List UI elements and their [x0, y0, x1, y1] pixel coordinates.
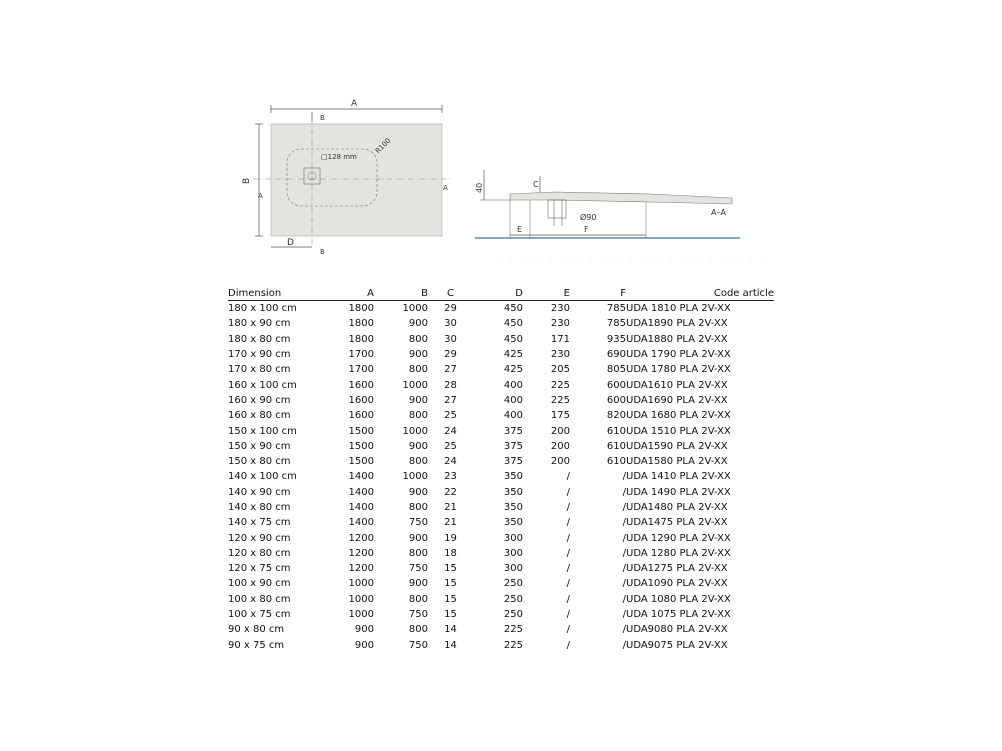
table-row — [228, 530, 774, 545]
cell-b: 1000 — [402, 425, 428, 437]
cell-f: / — [622, 624, 626, 636]
cell-a: 1700 — [348, 364, 374, 376]
cell-dimension: 170 x 80 cm — [228, 364, 291, 376]
cell-d: 350 — [503, 517, 523, 529]
cell-d: 225 — [503, 639, 523, 651]
cell-d: 375 — [503, 425, 523, 437]
cell-code-article: UDA1610 PLA 2V-XX — [626, 379, 728, 391]
cell-dimension: 170 x 90 cm — [228, 349, 291, 361]
tray-profile — [510, 192, 732, 204]
cell-c: 28 — [444, 379, 457, 391]
cell-d: 450 — [503, 303, 523, 315]
cell-code-article: UDA 1280 PLA 2V-XX — [626, 547, 731, 559]
header-f: F — [570, 287, 626, 301]
cell-d: 425 — [503, 349, 523, 361]
cell-e: / — [566, 593, 570, 605]
table-row — [228, 408, 774, 423]
cell-f: 820 — [606, 410, 626, 422]
cell-e: / — [566, 471, 570, 483]
cell-e: / — [566, 517, 570, 529]
cell-b: 800 — [408, 333, 428, 345]
table-row — [228, 561, 774, 576]
cell-a: 900 — [354, 639, 374, 651]
cell-code-article: UDA1880 PLA 2V-XX — [626, 333, 728, 345]
cell-c: 15 — [444, 578, 457, 590]
table-row — [228, 576, 774, 591]
table-header-row — [228, 287, 774, 301]
cell-f: 610 — [606, 440, 626, 452]
cell-c: 27 — [444, 394, 457, 406]
cell-a: 1400 — [348, 486, 374, 498]
cell-e: 200 — [550, 440, 570, 452]
cell-f: 610 — [606, 456, 626, 468]
tray-outline — [271, 124, 442, 236]
table-row — [228, 439, 774, 454]
dimension-f-label: F — [584, 225, 589, 234]
cell-code-article: UDA 1790 PLA 2V-XX — [626, 349, 731, 361]
cell-code-article: UDA1475 PLA 2V-XX — [626, 517, 728, 529]
table-row — [228, 332, 774, 347]
header-code-article: Code article — [626, 287, 774, 301]
cell-code-article: UDA1090 PLA 2V-XX — [626, 578, 728, 590]
cell-b: 800 — [408, 593, 428, 605]
cell-d: 250 — [503, 609, 523, 621]
cell-d: 250 — [503, 593, 523, 605]
section-b-bottom-label: B — [320, 248, 325, 256]
cell-c: 25 — [444, 440, 457, 452]
table-row — [228, 546, 774, 561]
cell-d: 350 — [503, 471, 523, 483]
cell-a: 1800 — [348, 303, 374, 315]
cell-a: 1200 — [348, 563, 374, 575]
cell-code-article: UDA 1080 PLA 2V-XX — [626, 593, 731, 605]
cell-e: 205 — [550, 364, 570, 376]
shower-tray-section-drawing — [470, 160, 770, 270]
cell-d: 350 — [503, 486, 523, 498]
cell-a: 1600 — [348, 410, 374, 422]
cell-a: 1000 — [348, 578, 374, 590]
cell-c: 14 — [444, 639, 457, 651]
cell-b: 900 — [408, 532, 428, 544]
cell-c: 27 — [444, 364, 457, 376]
cell-a: 1700 — [348, 349, 374, 361]
cell-f: / — [622, 532, 626, 544]
cell-dimension: 90 x 75 cm — [228, 639, 285, 651]
table-row — [228, 622, 774, 637]
cell-b: 900 — [408, 440, 428, 452]
cell-f: / — [622, 609, 626, 621]
cell-b: 750 — [408, 639, 428, 651]
cell-e: 225 — [550, 379, 570, 391]
cell-c: 22 — [444, 486, 457, 498]
cell-b: 1000 — [402, 303, 428, 315]
dimension-d-label: D — [287, 238, 294, 248]
cell-c: 21 — [444, 502, 457, 513]
cell-b: 800 — [408, 624, 428, 636]
cell-dimension: 180 x 100 cm — [228, 303, 297, 315]
cell-a: 1400 — [348, 502, 374, 513]
cell-d: 250 — [503, 578, 523, 590]
table-row — [228, 592, 774, 607]
cell-code-article: UDA1690 PLA 2V-XX — [626, 394, 728, 406]
cell-c: 15 — [444, 593, 457, 605]
cell-d: 375 — [503, 456, 523, 468]
cell-b: 1000 — [402, 471, 428, 483]
cell-dimension: 150 x 90 cm — [228, 440, 291, 452]
cell-b: 900 — [408, 349, 428, 361]
cell-e: 230 — [550, 303, 570, 315]
cell-e: / — [566, 639, 570, 651]
cell-dimension: 160 x 80 cm — [228, 410, 291, 422]
radius-label: R100 — [373, 136, 393, 156]
cell-code-article: UDA 1410 PLA 2V-XX — [626, 471, 731, 483]
cell-e: / — [566, 532, 570, 544]
cell-dimension: 140 x 100 cm — [228, 471, 297, 483]
section-a-right-label: A — [443, 184, 448, 192]
cell-a: 1500 — [348, 440, 374, 452]
cell-a: 1800 — [348, 318, 374, 330]
cell-d: 400 — [503, 379, 523, 391]
cell-d: 300 — [503, 563, 523, 575]
cell-code-article: UDA 1490 PLA 2V-XX — [626, 486, 731, 498]
cell-a: 1200 — [348, 547, 374, 559]
table-row — [228, 469, 774, 484]
cell-d: 450 — [503, 333, 523, 345]
cell-code-article: UDA9080 PLA 2V-XX — [626, 624, 728, 636]
cell-dimension: 140 x 80 cm — [228, 502, 291, 513]
cell-dimension: 100 x 80 cm — [228, 593, 291, 605]
cell-f: / — [622, 578, 626, 590]
table-row — [228, 362, 774, 377]
cell-d: 300 — [503, 547, 523, 559]
cell-c: 29 — [444, 303, 457, 315]
header-b: B — [374, 287, 428, 301]
cell-a: 1500 — [348, 456, 374, 468]
cell-e: 230 — [550, 349, 570, 361]
cell-e: 171 — [550, 333, 570, 345]
table-row — [228, 500, 774, 515]
section-a-left-label: A — [258, 192, 263, 200]
cell-d: 300 — [503, 532, 523, 544]
dimension-a-label: A — [351, 99, 358, 109]
cell-d: 400 — [503, 394, 523, 406]
cell-a: 1000 — [348, 609, 374, 621]
cell-dimension: 180 x 90 cm — [228, 318, 291, 330]
section-b-top-label: B — [320, 114, 325, 122]
cell-f: 785 — [606, 318, 626, 330]
dimension-table — [228, 287, 774, 653]
cell-a: 1600 — [348, 379, 374, 391]
cell-b: 750 — [408, 517, 428, 529]
cell-a: 1500 — [348, 425, 374, 437]
cell-b: 900 — [408, 394, 428, 406]
cell-c: 24 — [444, 425, 457, 437]
cell-c: 30 — [444, 318, 457, 330]
cell-a: 1000 — [348, 593, 374, 605]
header-dimension: Dimension — [228, 287, 340, 301]
table-row — [228, 316, 774, 331]
cell-b: 900 — [408, 486, 428, 498]
cell-c: 14 — [444, 624, 457, 636]
cell-a: 1800 — [348, 333, 374, 345]
cell-c: 18 — [444, 547, 457, 559]
cell-a: 1600 — [348, 394, 374, 406]
table-row — [228, 638, 774, 653]
cell-code-article: UDA1275 PLA 2V-XX — [626, 563, 728, 575]
cell-code-article: UDA1480 PLA 2V-XX — [626, 502, 728, 513]
cell-f: / — [622, 502, 626, 513]
cell-c: 29 — [444, 349, 457, 361]
cell-b: 800 — [408, 410, 428, 422]
cell-dimension: 120 x 80 cm — [228, 547, 291, 559]
table-row — [228, 607, 774, 622]
cell-c: 23 — [444, 471, 457, 483]
cell-c: 19 — [444, 532, 457, 544]
cell-c: 21 — [444, 517, 457, 529]
cell-b: 1000 — [402, 379, 428, 391]
cell-f: 785 — [606, 303, 626, 315]
cell-code-article: UDA1890 PLA 2V-XX — [626, 318, 728, 330]
cell-c: 25 — [444, 410, 457, 422]
cell-dimension: 150 x 80 cm — [228, 456, 291, 468]
cell-b: 800 — [408, 364, 428, 376]
cell-dimension: 140 x 90 cm — [228, 486, 291, 498]
cell-d: 350 — [503, 502, 523, 513]
cell-c: 30 — [444, 333, 457, 345]
cell-dimension: 150 x 100 cm — [228, 425, 297, 437]
cell-b: 900 — [408, 318, 428, 330]
header-e: E — [523, 287, 570, 301]
cell-e: 230 — [550, 318, 570, 330]
cell-dimension: 160 x 100 cm — [228, 379, 297, 391]
cell-f: 600 — [606, 394, 626, 406]
cell-f: 690 — [606, 349, 626, 361]
height-label: 40 — [475, 182, 484, 193]
cell-c: 15 — [444, 563, 457, 575]
cell-b: 800 — [408, 502, 428, 513]
cell-f: / — [622, 639, 626, 651]
cell-c: 15 — [444, 609, 457, 621]
cell-dimension: 100 x 75 cm — [228, 609, 291, 621]
cell-code-article: UDA 1075 PLA 2V-XX — [626, 609, 731, 621]
table-row — [228, 423, 774, 438]
cell-f: / — [622, 486, 626, 498]
cell-dimension: 180 x 80 cm — [228, 333, 291, 345]
cell-b: 800 — [408, 547, 428, 559]
cell-code-article: UDA1580 PLA 2V-XX — [626, 456, 728, 468]
cell-a: 1200 — [348, 532, 374, 544]
cell-code-article: UDA 1290 PLA 2V-XX — [626, 532, 731, 544]
cell-f: 935 — [606, 333, 626, 345]
cell-f: 805 — [606, 364, 626, 376]
cell-e: / — [566, 547, 570, 559]
cell-dimension: 160 x 90 cm — [228, 394, 291, 406]
cell-code-article: UDA 1780 PLA 2V-XX — [626, 364, 731, 376]
cell-e: 175 — [550, 410, 570, 422]
cell-dimension: 140 x 75 cm — [228, 517, 291, 529]
cell-e: / — [566, 578, 570, 590]
section-aa-label: A–A — [711, 208, 726, 217]
table-row — [228, 377, 774, 392]
header-c: C — [428, 287, 473, 301]
cell-code-article: UDA1590 PLA 2V-XX — [626, 440, 728, 452]
dimension-e-label: E — [517, 225, 523, 234]
cell-b: 750 — [408, 609, 428, 621]
cell-e: / — [566, 563, 570, 575]
cell-code-article: UDA 1680 PLA 2V-XX — [626, 410, 731, 422]
cell-code-article: UDA 1810 PLA 2V-XX — [626, 303, 731, 315]
cell-a: 1400 — [348, 471, 374, 483]
cell-f: 610 — [606, 425, 626, 437]
cell-c: 24 — [444, 456, 457, 468]
cell-f: / — [622, 471, 626, 483]
cell-dimension: 120 x 90 cm — [228, 532, 291, 544]
cell-f: / — [622, 517, 626, 529]
cell-e: / — [566, 486, 570, 498]
cell-d: 400 — [503, 410, 523, 422]
cell-e: / — [566, 502, 570, 513]
table-row — [228, 515, 774, 530]
cell-e: / — [566, 609, 570, 621]
diameter-label: Ø90 — [580, 213, 597, 222]
table-row — [228, 485, 774, 500]
table-row — [228, 393, 774, 408]
cell-d: 450 — [503, 318, 523, 330]
cell-f: / — [622, 547, 626, 559]
drain-size-label: □128 mm — [321, 153, 357, 161]
cell-d: 225 — [503, 624, 523, 636]
cell-b: 750 — [408, 563, 428, 575]
dimension-b-label: B — [242, 177, 252, 184]
cell-a: 1400 — [348, 517, 374, 529]
header-a: A — [340, 287, 374, 301]
cell-dimension: 120 x 75 cm — [228, 563, 291, 575]
shower-tray-plan-drawing — [240, 98, 470, 258]
cell-code-article: UDA9075 PLA 2V-XX — [626, 639, 728, 651]
table-row — [228, 301, 774, 317]
cell-e: 200 — [550, 456, 570, 468]
cell-d: 425 — [503, 364, 523, 376]
cell-e: 200 — [550, 425, 570, 437]
cell-f: / — [622, 563, 626, 575]
header-d: D — [473, 287, 523, 301]
dimension-c-label: C — [533, 180, 539, 189]
cell-f: 600 — [606, 379, 626, 391]
cell-d: 375 — [503, 440, 523, 452]
table-row — [228, 454, 774, 469]
table-row — [228, 347, 774, 362]
cell-dimension: 100 x 90 cm — [228, 578, 291, 590]
cell-b: 800 — [408, 456, 428, 468]
cell-f: / — [622, 593, 626, 605]
cell-code-article: UDA 1510 PLA 2V-XX — [626, 425, 731, 437]
cell-b: 900 — [408, 578, 428, 590]
cell-e: / — [566, 624, 570, 636]
cell-e: 225 — [550, 394, 570, 406]
cell-a: 900 — [354, 624, 374, 636]
cell-dimension: 90 x 80 cm — [228, 624, 285, 636]
